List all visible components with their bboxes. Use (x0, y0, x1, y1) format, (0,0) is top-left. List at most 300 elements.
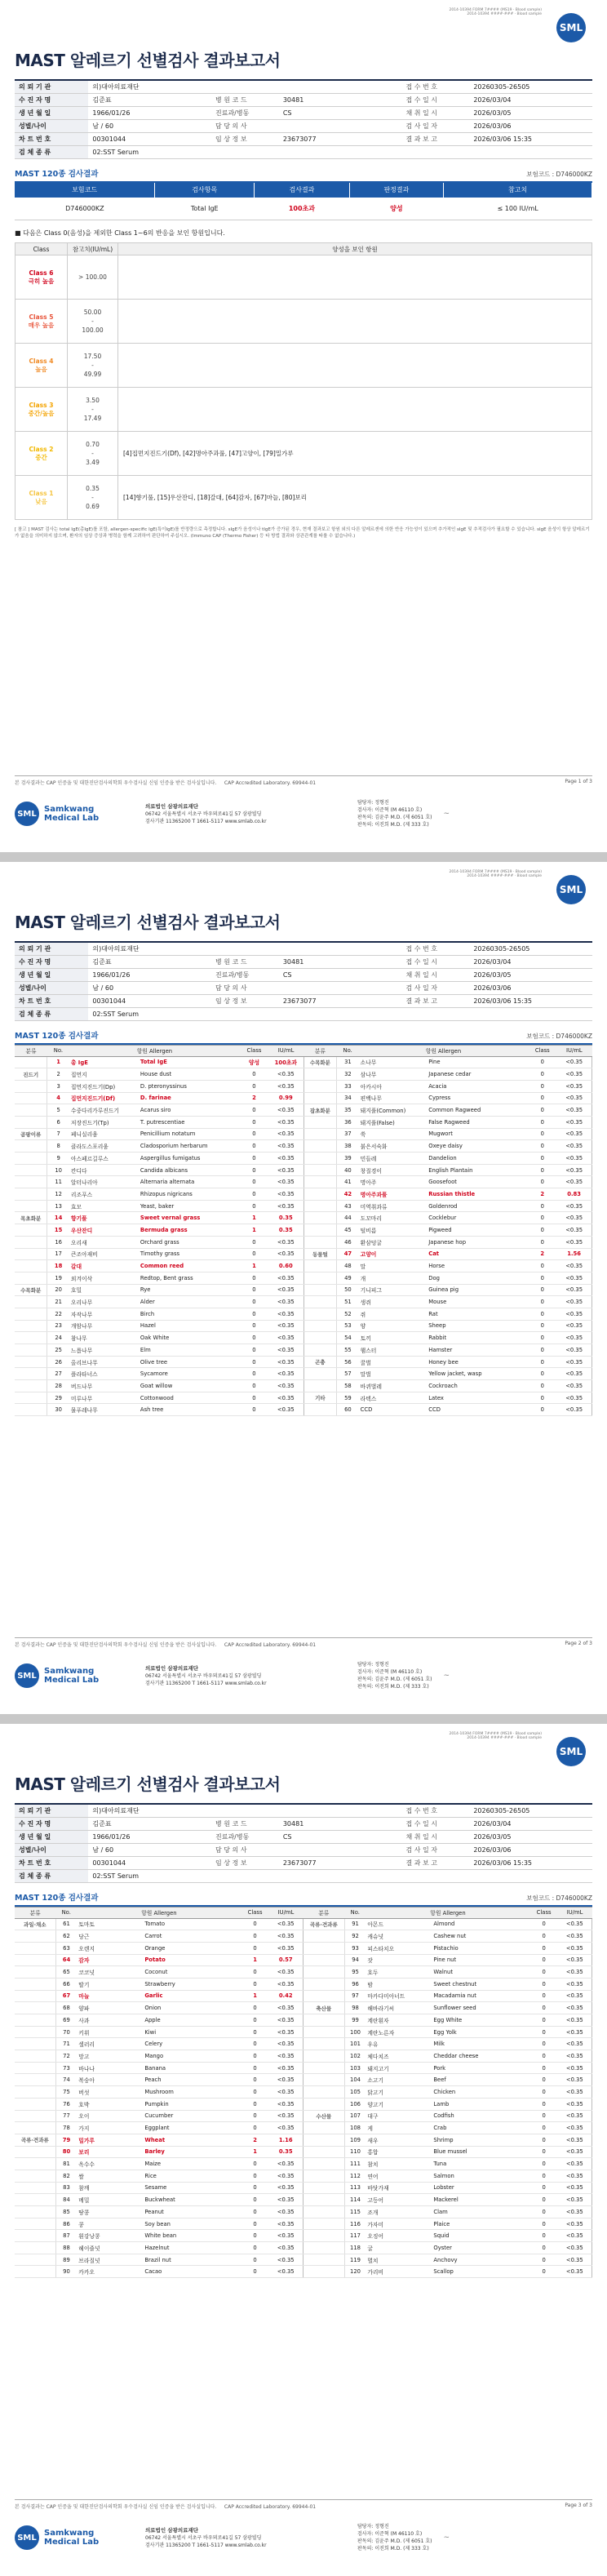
allergen-class: 0 (528, 1092, 556, 1104)
group-label (304, 1188, 337, 1201)
allergen-ko: 꿀벌 (359, 1356, 428, 1368)
group-label (15, 2218, 55, 2230)
allergen-class: 0 (530, 2122, 558, 2134)
allergen-value: <0.35 (558, 1930, 592, 1943)
group-label (304, 1404, 337, 1416)
class-level: 매우 높음 (28, 321, 55, 329)
allergen-value: <0.35 (558, 2038, 592, 2050)
info-label: 병 원 코 드 (211, 93, 279, 106)
group-label (303, 1942, 344, 1954)
lab-addr: 06742 서울특별시 서초구 바우뫼로41길 57 삼광빌딩 (145, 811, 262, 817)
class-row (16, 432, 592, 476)
allergen-no: 69 (55, 2014, 77, 2027)
allergen-no: 38 (337, 1140, 359, 1153)
info-value: 30481 (279, 1817, 402, 1830)
allergen-en: Walnut (432, 1966, 529, 1979)
info-row (15, 1869, 592, 1882)
info-label: 접 수 일 시 (401, 1817, 469, 1830)
allergen-value: <0.35 (268, 1404, 304, 1416)
section-header: MAST 120종 검사결과 보험코드 : D746000KZ (15, 1891, 592, 1907)
range-value: 3.49 (86, 459, 100, 466)
group-label (303, 1978, 344, 1990)
group-label (15, 2050, 55, 2063)
allergen-class: 0 (241, 2110, 269, 2122)
allergen-value: <0.35 (556, 1356, 591, 1368)
allergen-value: <0.35 (268, 1104, 304, 1117)
group-label (304, 1116, 337, 1128)
info-label (211, 145, 279, 158)
allergen-no: 102 (344, 2050, 366, 2063)
table-row (15, 1272, 592, 1284)
range-value: - (91, 494, 94, 501)
allergen-value: <0.35 (269, 2206, 304, 2218)
info-label (211, 80, 279, 93)
table-row (15, 1918, 592, 1930)
info-value (469, 1007, 592, 1020)
allergen-ko: 호밀 (69, 1284, 139, 1296)
group-label (15, 1320, 47, 1332)
allergen-no: 120 (344, 2266, 366, 2278)
group-label (303, 2230, 344, 2242)
allergen-ko: 옥수수 (77, 2158, 143, 2170)
allergen-value: <0.35 (269, 2074, 304, 2086)
allergen-ko: 조개 (366, 2206, 432, 2218)
group-label (15, 1164, 47, 1176)
info-label: 의 뢰 기 관 (15, 1804, 88, 1817)
allergen-no: 22 (47, 1308, 69, 1320)
range-value: 0.69 (86, 503, 100, 510)
group-label (303, 2206, 344, 2218)
allergen-value: 0.35 (269, 2146, 304, 2158)
allergen-class: 0 (530, 2158, 558, 2170)
allergen-no: 41 (337, 1176, 359, 1188)
allergen-value: <0.35 (558, 1978, 592, 1990)
table-row (15, 2062, 592, 2074)
allergen-ko: 미루나무 (69, 1392, 139, 1404)
allergen-class: 2 (241, 2134, 269, 2146)
allergen-ko: 게 (366, 2122, 432, 2134)
allergen-class: 0 (241, 1930, 269, 1943)
allergen-no: 73 (55, 2062, 77, 2074)
group-label (15, 2266, 55, 2278)
allergen-class: 0 (528, 1344, 556, 1357)
table-row (15, 2230, 592, 2242)
allergen-no: 53 (337, 1320, 359, 1332)
info-label: 의 뢰 기 관 (15, 80, 88, 93)
allergen-en: Goldenrod (427, 1200, 528, 1212)
info-label: 수 진 자 명 (15, 955, 88, 968)
info-row (15, 145, 592, 158)
allergen-class: 0 (241, 1918, 269, 1930)
allergen-value: <0.35 (558, 2230, 592, 2242)
group-label (15, 1260, 47, 1272)
allergen-en: Scallop (432, 2266, 529, 2278)
positive-allergens (118, 255, 592, 300)
allergen-no: 36 (337, 1116, 359, 1128)
allergen-ko: 리조푸스 (69, 1188, 139, 1201)
allergen-class: 0 (530, 2098, 558, 2110)
allergen-value: 0.99 (268, 1092, 304, 1104)
allergen-no: 4 (47, 1092, 69, 1104)
allergen-no: 74 (55, 2074, 77, 2086)
allergen-ko: 가리비 (366, 2266, 432, 2278)
footer-bar: 본 검사결과는 CAP 인증을 및 대한진단검사의학회 우수검사실 신임 인증을 받은 검사실입니다. CAP Accredited Laboratory. 69944-01 Page 3 of 3 (15, 2499, 592, 2510)
allergen-en: Celery (143, 2038, 241, 2050)
info-label: 검 체 종 류 (15, 145, 88, 158)
allergen-no: 56 (337, 1356, 359, 1368)
allergen-no: 86 (55, 2218, 77, 2230)
positive-allergens (118, 300, 592, 344)
info-label: 생 년 월 일 (15, 968, 88, 981)
allergen-value: <0.35 (558, 2062, 592, 2074)
group-label (15, 2254, 55, 2266)
allergen-class: 0 (241, 2086, 269, 2099)
table-row (15, 1356, 592, 1368)
allergen-value: <0.35 (268, 1296, 304, 1308)
allergen-ko: CCD (359, 1404, 428, 1416)
table-row (15, 1260, 592, 1272)
table-row (15, 1248, 592, 1260)
form-code: 2014-10394 FORM 7#### (MS19 · Blood sample) 2014-10394 ####-### · Blood sample (449, 870, 542, 878)
allergen-en: Orchard grass (139, 1236, 240, 1248)
allergen-ko: 땅콩 (77, 2206, 143, 2218)
allergen-ko: 우유 (366, 2038, 432, 2050)
allergen-en: Sweet vernal grass (139, 1212, 240, 1224)
info-value (279, 942, 402, 955)
allergen-class: 0 (530, 2254, 558, 2266)
allergen-no: 91 (344, 1918, 366, 1930)
allergen-value: <0.35 (268, 1380, 304, 1392)
allergen-value: <0.35 (269, 2182, 304, 2194)
info-value (469, 1869, 592, 1882)
allergen-no: 97 (344, 1990, 366, 2002)
allergen-en: Soy bean (143, 2218, 241, 2230)
allergen-class: 0 (240, 1140, 268, 1153)
allergen-en: Olive tree (139, 1356, 240, 1368)
info-label: 접 수 번 호 (401, 1804, 469, 1817)
info-row (15, 994, 592, 1007)
allergen-no: 105 (344, 2086, 366, 2099)
positive-allergens (118, 388, 592, 432)
group-label (15, 2230, 55, 2242)
group-label (303, 2122, 344, 2134)
allergen-ko: 아카시아 (359, 1080, 428, 1092)
info-value: 2026/03/06 (469, 981, 592, 994)
allergen-no: 1 (47, 1056, 69, 1068)
allergen-no: 54 (337, 1332, 359, 1344)
allergen-value: <0.35 (556, 1380, 591, 1392)
allergen-ko: 개 (359, 1272, 428, 1284)
allergen-no: 51 (337, 1296, 359, 1308)
allergen-ko: 딸기 (77, 1978, 143, 1990)
range-value: 0.70 (86, 441, 100, 448)
allergen-no: 32 (337, 1068, 359, 1081)
allergen-value: <0.35 (269, 2014, 304, 2027)
allergen-class: 0 (530, 2062, 558, 2074)
allergen-ko: 집먼지 (69, 1068, 139, 1081)
allergen-ko: 페니실리움 (69, 1128, 139, 1140)
allergen-class: 0 (240, 1392, 268, 1404)
group-label (15, 1404, 47, 1416)
group-label (15, 2002, 55, 2014)
info-label: 차 트 번 호 (15, 994, 88, 1007)
allergen-no: 119 (344, 2254, 366, 2266)
allergen-no: 103 (344, 2062, 366, 2074)
info-value: 남 / 60 (88, 1843, 211, 1856)
allergen-no: 8 (47, 1140, 69, 1153)
allergen-en: Yeast, baker (139, 1200, 240, 1212)
group-label (303, 1990, 344, 2002)
table-row (15, 1966, 592, 1979)
allergen-class: 0 (240, 1344, 268, 1357)
table-row (15, 2158, 592, 2170)
allergen-ko: 계란노른자 (366, 2026, 432, 2038)
group-label (303, 2038, 344, 2050)
allergen-en: Cheddar cheese (432, 2050, 529, 2063)
doctor-line: 판독의: 이진희 M.D. (제 333 호) (357, 1684, 429, 1690)
table-row (15, 1176, 592, 1188)
allergen-no: 5 (47, 1104, 69, 1117)
allergen-value: <0.35 (269, 2086, 304, 2099)
allergen-no: 118 (344, 2242, 366, 2254)
allergen-class: 0 (241, 2206, 269, 2218)
info-value: 2026/03/06 (469, 1843, 592, 1856)
allergen-en: Pine (427, 1056, 528, 1068)
group-label: 곡류·견과류 (15, 2134, 55, 2146)
allergen-ko: 수중다리가루진드기 (69, 1104, 139, 1117)
table-row (15, 2182, 592, 2194)
allergen-class: 2 (528, 1188, 556, 1201)
brand-line: Medical Lab (44, 1676, 100, 1685)
allergen-value: <0.35 (558, 1954, 592, 1966)
allergen-ko: 가자미 (366, 2218, 432, 2230)
allergen-no: 117 (344, 2230, 366, 2242)
info-value (279, 1007, 402, 1020)
info-label: 진료과/병동 (211, 968, 279, 981)
allergen-en: Sesame (143, 2182, 241, 2194)
class-name (16, 300, 68, 344)
allergen-value: <0.35 (556, 1164, 591, 1176)
group-label (15, 1224, 47, 1237)
group-label (15, 1392, 47, 1404)
doctor-info (357, 2523, 432, 2552)
allergen-class: 0 (530, 2026, 558, 2038)
allergen-table: 분류 No. 항원 Allergen Class IU/mL 분류 No. 항원 Allergen Class IU/mL 1 총 IgE Total IgE 양성 100초과 수목화분 31 소나무 Pine 0 <0.35 진드기 2 집먼지 House dust 0 <0.35 32 삼나무 Japanese cedar 0 <0.35 3 집먼지진드기(Dp) D. pteronyssinus 0 <0.35 33 아카시아 Acacia 0 <0.35 4 집먼지진드기(Df) D. farinae 2 0.99 34 편백나무 Cypress 0 <0.35 5 수중다리가루진드기 Acarus siro 0 <0.35 잡초화분 35 돼지풀(Common) Common Ragweed 0 <0.35 6 저장진드기(Tp) T. putrescentiae 0 <0.35 36 돼지풀(False) False Ragweed 0 <0.35 곰팡이류 7 페니실리움 Penicillium notatum 0 <0.35 37 쑥 Mugwort 0 <0.35 8 클라도스포리움 Cladosporium herbarum 0 <0.35 38 붉은서숙화 Oxeye daisy 0 <0.35 9 아스페르길루스 Aspergillus fumigatus 0 <0.35 39 민들레 Dandelion 0 <0.35 10 칸디다 Candida albicans 0 <0.35 40 창질경이 English Plantain 0 <0.35 11 알터나리아 Alternaria alternata 0 <0.35 41 명아주 Goosefoot 0 <0.35 12 리조푸스 Rhizopus nigricans 0 <0.35 42 명아주과풀 Russian thistle 2 0.83 13 효모 Yeast, baker 0 <0.35 43 미역취과류 Goldenrod 0 <0.35 목초화분 14 향기풀 Sweet vernal grass 1 0.35 44 도꼬마리 Cocklebur 0 <0.35 15 우산잔디 Bermuda grass 1 0.35 45 털비름 Pigweed 0 <0.35 16 오리새 Orchard grass 0 <0.35 46 환삼덩굴 Japanese hop 0 <0.35 17 큰조아재비 Timothy grass 0 <0.35 동물털 47 고양이 Cat 2 1.56 18 갈대 Common reed 1 0.60 48 말 Horse 0 <0.35 19 외겨이삭 Redtop, Bent grass 0 <0.35 49 개 Dog 0 <0.35 수목화분 20 호밀 Rye 0 <0.35 50 기니피그 Guinea pig 0 <0.35 21 오리나무 Alder 0 <0.35 51 생쥐 Mouse 0 <0.35 22 자작나무 Birch 0 <0.35 52 쥐 Rat 0 <0.35 23 개암나무 Hazel 0 <0.35 53 양 Sheep 0 <0.35 24 참나무 Oak White 0 <0.35 54 토끼 Rabbit 0 <0.35 25 느릅나무 Elm 0 <0.35 55 햄스터 Hamster 0 <0.35 26 올리브나무 Olive tree 0 <0.35 곤충 56 꿀벌 Honey bee 0 <0.35 27 플라타너스 Sycamore 0 <0.35 57 말벌 Yellow jacket, wasp 0 <0.35 28 버드나무 Goat willow 0 <0.35 58 바퀴벌레 Cockroach 0 <0.35 29 미루나무 Cottonwood 0 <0.35 기타 59 라텍스 Latex 0 <0.35 30 물푸레나무 Ash tree 0 <0.35 60 CCD CCD 0 <0.35 (15, 1045, 592, 1417)
report-page-3 (0, 1724, 607, 2576)
allergen-value: <0.35 (556, 1344, 591, 1357)
doctor-line: 판독의: 이진희 M.D. (제 333 호) (357, 822, 429, 828)
info-row (15, 119, 592, 132)
group-label (15, 1104, 47, 1117)
allergen-no: 76 (55, 2098, 77, 2110)
allergen-value: <0.35 (268, 1284, 304, 1296)
allergen-class: 0 (530, 1978, 558, 1990)
allergen-class: 0 (240, 1320, 268, 1332)
allergen-en: Dog (427, 1272, 528, 1284)
allergen-en: Kiwi (143, 2026, 241, 2038)
allergen-en: English Plantain (427, 1164, 528, 1176)
allergen-ko: 집먼지진드기(Df) (69, 1092, 139, 1104)
allergen-value: <0.35 (556, 1128, 591, 1140)
group-label (304, 1224, 337, 1237)
allergen-en: Garlic (143, 1990, 241, 2002)
brand-line: Samkwang (44, 805, 95, 814)
allergen-no: 67 (55, 1990, 77, 2002)
group-label (15, 2206, 55, 2218)
info-row (15, 1830, 592, 1843)
table-row (15, 2110, 592, 2122)
allergen-class: 0 (528, 1320, 556, 1332)
allergen-value: <0.35 (558, 1990, 592, 2002)
lab-address (145, 2527, 341, 2549)
allergen-class: 0 (241, 2026, 269, 2038)
table-row (15, 1153, 592, 1165)
info-row (15, 942, 592, 955)
allergen-en: Elm (139, 1344, 240, 1357)
allergen-no: 31 (337, 1056, 359, 1068)
allergen-value: <0.35 (558, 1966, 592, 1979)
class-range (68, 300, 118, 344)
allergen-value: <0.35 (556, 1332, 591, 1344)
info-value: 2026/03/06 (469, 119, 592, 132)
group-label: 과일·채소 (15, 1918, 55, 1930)
allergen-class: 0 (530, 2230, 558, 2242)
table-row (15, 1188, 592, 1201)
allergen-ko: 새우 (366, 2134, 432, 2146)
allergen-value: <0.35 (269, 1930, 304, 1943)
allergen-value: <0.35 (268, 1128, 304, 1140)
allergen-value: <0.35 (269, 2266, 304, 2278)
allergen-no: 24 (47, 1332, 69, 1344)
allergen-class: 0 (530, 1942, 558, 1954)
group-label: 기타 (304, 1392, 337, 1404)
group-label (15, 1153, 47, 1165)
allergen-en: Common Ragweed (427, 1104, 528, 1117)
allergen-en: Latex (427, 1392, 528, 1404)
class-level: 높음 (35, 365, 47, 373)
allergen-en: Japanese cedar (427, 1068, 528, 1081)
group-label (303, 2242, 344, 2254)
sml-logo: SML (556, 13, 589, 42)
group-label: 곰팡이류 (15, 1128, 47, 1140)
info-label: 접 수 번 호 (401, 80, 469, 93)
group-label (15, 1930, 55, 1943)
allergen-ko: 플라타너스 (69, 1368, 139, 1380)
allergen-class: 0 (528, 1380, 556, 1392)
group-label (303, 2074, 344, 2086)
allergen-en: Pumpkin (143, 2098, 241, 2110)
allergen-value: <0.35 (268, 1320, 304, 1332)
allergen-en: Alder (139, 1296, 240, 1308)
allergen-no: 113 (344, 2182, 366, 2194)
allergen-ko: 복숭아 (77, 2074, 143, 2086)
info-row (15, 1843, 592, 1856)
allergen-class: 0 (528, 1068, 556, 1081)
class-row (16, 476, 592, 520)
allergen-ko: 양 (359, 1320, 428, 1332)
lab-footer (15, 2517, 592, 2558)
allergen-ko: 대구 (366, 2110, 432, 2122)
allergen-class: 0 (241, 2266, 269, 2278)
allergen-ko: 쌀 (77, 2170, 143, 2182)
allergen-value: <0.35 (268, 1344, 304, 1357)
table-row (15, 1068, 592, 1081)
doctor-line: 담당자: 정형진 (357, 2524, 389, 2529)
allergen-no: 59 (337, 1392, 359, 1404)
allergen-value: <0.35 (269, 2218, 304, 2230)
allergen-no: 49 (337, 1272, 359, 1284)
allergen-class: 0 (240, 1116, 268, 1128)
allergen-class: 0 (530, 2110, 558, 2122)
allergen-value: <0.35 (269, 2170, 304, 2182)
allergen-ko: 버드나무 (69, 1380, 139, 1392)
allergen-en: Wheat (143, 2134, 241, 2146)
allergen-ko: 붉은서숙화 (359, 1140, 428, 1153)
allergen-no: 109 (344, 2134, 366, 2146)
allergen-no: 87 (55, 2230, 77, 2242)
doctor-line: 판독의: 이진희 M.D. (제 333 호) (357, 2546, 429, 2552)
allergen-value: <0.35 (556, 1404, 591, 1416)
allergen-class: 0 (241, 1978, 269, 1990)
class-row (16, 300, 592, 344)
lab-address (145, 803, 341, 825)
group-label (15, 2098, 55, 2110)
info-label: 임 상 정 보 (211, 132, 279, 145)
info-row (15, 981, 592, 994)
group-label: 진드기 (15, 1068, 47, 1081)
footnote: [ 참고 ] MAST 검사는 total IgE(총IgE)를 포함, allergen-specific IgE(특이IgE)를 반정량으로 측정합니다. sIgE가 음성이나 tIgE가 증가된 경우, 현재 결과보고 항원 외의 다른 알레르겐에 의한 반응 가능성이 있으며 추가적인 sIgE 및 추적검사가 필요할 수 있습니다. sIgE 음성이 항상 알레르기가 없음을 의미하지 않으며, 환자의 임상 증상과 병력을 함께 고려하여 판단하여 주십시오. (Immuno CAP (Thermo Fisher) 등 타 방법 결과와 상관관계를 따를 수 없습니다.) (15, 527, 590, 539)
allergen-no: 82 (55, 2170, 77, 2182)
info-label: 검 체 종 류 (15, 1869, 88, 1882)
info-label: 채 취 일 시 (401, 968, 469, 981)
allergen-ko: 우산잔디 (69, 1224, 139, 1237)
class-level: 극히 높음 (28, 277, 55, 285)
allergen-class: 0 (241, 2230, 269, 2242)
allergen-ko: 삼나무 (359, 1068, 428, 1081)
allergen-ko: 클라도스포리움 (69, 1140, 139, 1153)
report-title: MAST 알레르기 선별검사 결과보고서 (15, 1774, 281, 1794)
allergen-class: 0 (530, 2074, 558, 2086)
allergen-value: <0.35 (556, 1140, 591, 1153)
group-label (15, 2026, 55, 2038)
allergen-ko: 바퀴벌레 (359, 1380, 428, 1392)
allergen-value: 1.16 (269, 2134, 304, 2146)
range-value: > 100.00 (78, 273, 107, 281)
allergen-value: <0.35 (269, 2122, 304, 2134)
allergen-ko: 올리브나무 (69, 1356, 139, 1368)
allergen-ko: 생쥐 (359, 1296, 428, 1308)
group-label (304, 1296, 337, 1308)
brand-line: Medical Lab (44, 814, 100, 823)
info-label: 병 원 코 드 (211, 955, 279, 968)
allergen-table: 분류 No. 항원 Allergen Class IU/mL 분류 No. 항원 Allergen Class IU/mL 과일·채소 61 토마토 Tomato 0 <0.35 곡류·견과류 91 아몬드 Almond 0 <0.35 62 당근 Carrot 0 <0.35 92 캐슈넛 Cashew nut 0 <0.35 63 오렌지 Orange 0 <0.35 93 피스타치오 Pistachio 0 <0.35 64 감자 Potato 1 0.57 94 잣 Pine nut 0 <0.35 65 코코넛 Coconut 0 <0.35 95 호두 Walnut 0 <0.35 66 딸기 Strawberry 0 <0.35 96 밤 Sweet chestnut 0 <0.35 67 마늘 Garlic 1 0.42 97 마카다미아너트 Macadamia nut 0 <0.35 68 양파 Onion 0 <0.35 축산물 98 해바라기씨 Sunflower seed 0 <0.35 69 사과 Apple 0 <0.35 99 계란흰자 Egg White 0 <0.35 70 키위 Kiwi 0 <0.35 100 계란노른자 Egg Yolk 0 <0.35 71 셀러리 Celery 0 <0.35 101 우유 Milk 0 <0.35 72 망고 Mango 0 <0.35 102 체다치즈 Cheddar cheese 0 <0.35 73 바나나 Banana 0 <0.35 103 돼지고기 Pork 0 <0.35 74 복숭아 Peach 0 <0.35 104 소고기 Beef 0 <0.35 75 버섯 Mushroom 0 <0.35 105 닭고기 Chicken 0 <0.35 76 호박 Pumpkin 0 <0.35 106 양고기 Lamb 0 <0.35 77 오이 Cucumber 0 <0.35 수산물 107 대구 Codfish 0 <0.35 78 가지 Eggplant 0 <0.35 108 게 Crab 0 <0.35 곡류·견과류 79 밀가루 Wheat 2 1.16 109 새우 Shrimp 0 <0.35 80 보리 Barley 1 0.35 110 홍합 Blue mussel 0 <0.35 81 옥수수 Maize 0 <0.35 111 참치 Tuna 0 <0.35 82 쌀 Rice 0 <0.35 112 연어 Salmon 0 <0.35 83 참깨 Sesame 0 <0.35 113 바닷가재 Lobster 0 <0.35 84 메밀 Buckwheat 0 <0.35 114 고등어 Mackerel 0 <0.35 85 땅콩 Peanut 0 <0.35 115 조개 Clam 0 <0.35 86 콩 Soy bean 0 <0.35 116 가자미 Plaice 0 <0.35 87 흰강낭콩 White bean 0 <0.35 117 오징어 Squid 0 <0.35 88 헤이즐넛 Hazelnut 0 <0.35 118 굴 Oyster 0 <0.35 89 브라질넛 Brazil nut 0 <0.35 119 멸치 Anchovy 0 <0.35 90 카카오 Cacao 0 <0.35 120 가리비 Scallop 0 <0.35 (15, 1907, 592, 2279)
samkwang-logo (15, 2525, 145, 2550)
allergen-class: 0 (241, 2254, 269, 2266)
allergen-no: 47 (337, 1248, 359, 1260)
allergen-no: 112 (344, 2170, 366, 2182)
doctor-line: 판독의: 김윤주 M.D. (제 6051 호) (357, 2538, 432, 2544)
allergen-value: <0.35 (558, 2170, 592, 2182)
allergen-en: Apple (143, 2014, 241, 2027)
info-value: 02:SST Serum (88, 145, 211, 158)
allergen-no: 68 (55, 2002, 77, 2014)
allergen-no: 92 (344, 1930, 366, 1943)
allergen-class: 0 (528, 1284, 556, 1296)
group-label (15, 2170, 55, 2182)
allergen-class: 0 (240, 1128, 268, 1140)
allergen-class: 2 (528, 1248, 556, 1260)
sml-logo: SML (556, 875, 589, 904)
